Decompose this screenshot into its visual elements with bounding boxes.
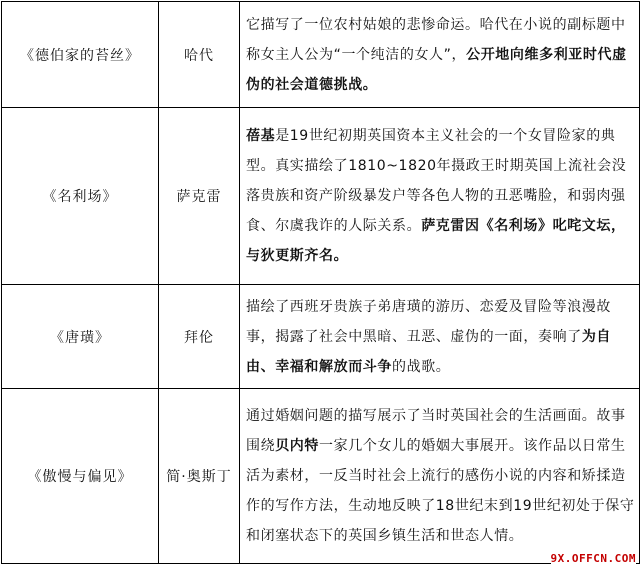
book-title: 《傲慢与偏见》 [2,389,159,564]
description: 通过婚姻问题的描写展示了当时英国社会的生活画面。故事围绕贝内特一家几个女儿的婚姻大事展开。该作品以日常生活为素材，一反当时社会上流行的感伤小说的内容和矫揉造作的写作方法，生动地反映了18世纪末到19世纪初处于保守和闭塞状态下的英国乡镇生活和世态人情。 [240,389,640,564]
author-name: 萨克雷 [159,108,240,285]
author-name: 哈代 [159,2,240,108]
book-title: 《名利场》 [2,108,159,285]
author-name: 简·奥斯丁 [159,389,240,564]
table-row [2,389,640,564]
description: 它描写了一位农村姑娘的悲惨命运。哈代在小说的副标题中称女主人公为“一个纯洁的女人”，公开地向维多利亚时代虚伪的社会道德挑战。 [240,2,640,108]
description: 蓓基是19世纪初期英国资本主义社会的一个女冒险家的典型。真实描绘了1810~1820年摄政王时期英国上流社会没落贵族和资产阶级暴发户等各色人物的丑恶嘴脸，和弱肉强食、尔虞我诈的人际关系。萨克雷因《名利场》叱咤文坛，与狄更斯齐名。 [240,108,640,285]
table-row [2,2,640,108]
table-row [2,108,640,285]
literature-table [1,1,640,564]
book-title: 《德伯家的苔丝》 [2,2,159,108]
description: 描绘了西班牙贵族子弟唐璜的游历、恋爱及冒险等浪漫故事，揭露了社会中黑暗、丑恶、虚伪的一面，奏响了为自由、幸福和解放而斗争的战歌。 [240,285,640,389]
author-name: 拜伦 [159,285,240,389]
watermark: 9X.OFFCN.COM [550,552,636,565]
table-row [2,285,640,389]
book-title: 《唐璜》 [2,285,159,389]
